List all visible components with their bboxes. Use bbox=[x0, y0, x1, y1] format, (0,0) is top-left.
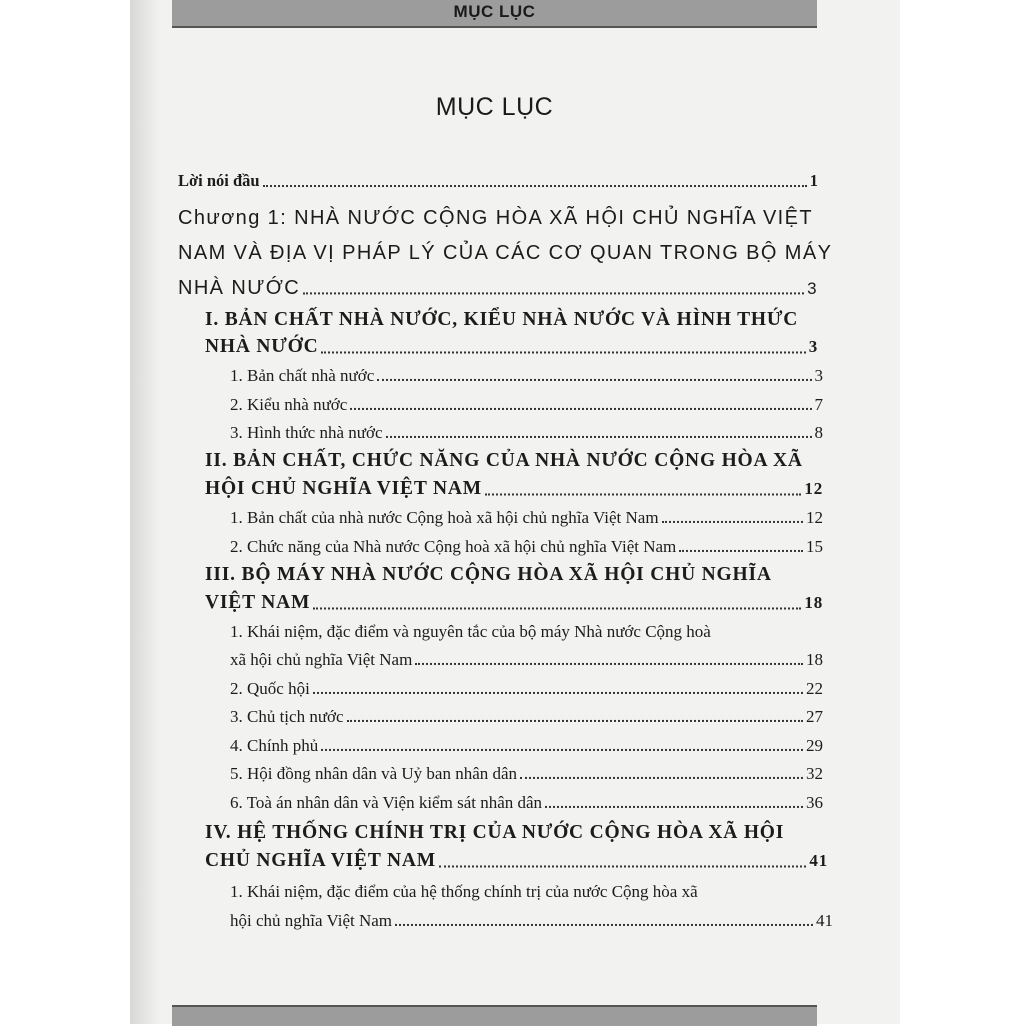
toc-entry-label: 3. Chủ tịch nước bbox=[230, 707, 344, 726]
toc-section4-line2 bbox=[205, 851, 828, 871]
toc-leader-dots bbox=[485, 482, 801, 495]
toc-leader-dots bbox=[321, 740, 803, 751]
toc-page-number: 7 bbox=[814, 395, 823, 414]
toc-section4-line1: IV. HỆ THỐNG CHÍNH TRỊ CỦA NƯỚC CỘNG HÒA XÃ HỘI bbox=[205, 822, 785, 843]
toc-entry-label: xã hội chủ nghĩa Việt Nam bbox=[230, 650, 413, 669]
toc-entry-label: VIỆT NAM bbox=[205, 592, 311, 613]
toc-leader-dots bbox=[313, 683, 803, 694]
toc-page-number: 8 bbox=[814, 423, 823, 442]
toc-page-number: 18 bbox=[806, 650, 823, 669]
toc-entry-label: 2. Kiểu nhà nước bbox=[230, 395, 348, 414]
toc-item-line1: 1. Khái niệm, đặc điểm và nguyên tắc của bộ máy Nhà nước Cộng hoà bbox=[230, 622, 711, 641]
toc-page-number: 3 bbox=[807, 279, 818, 298]
toc-page-number: 18 bbox=[804, 593, 823, 612]
toc-leader-dots bbox=[386, 427, 812, 438]
toc-page-number: 27 bbox=[806, 707, 823, 726]
toc-entry-label: HỘI CHỦ NGHĨA VIỆT NAM bbox=[205, 478, 482, 499]
toc-chapter1-line3 bbox=[178, 278, 818, 298]
toc-page-number: 36 bbox=[806, 793, 823, 812]
toc-item bbox=[230, 367, 823, 384]
toc-section3-line1: III. BỘ MÁY NHÀ NƯỚC CỘNG HÒA XÃ HỘI CHỦ NGHĨA bbox=[205, 564, 772, 585]
toc-item bbox=[230, 651, 823, 668]
toc-entry-label: 6. Toà án nhân dân và Viện kiểm sát nhân dân bbox=[230, 793, 543, 812]
toc-entry-label: 2. Chức năng của Nhà nước Cộng hoà xã hội chủ nghĩa Việt Nam bbox=[230, 537, 677, 556]
toc-leader-dots bbox=[545, 797, 803, 808]
toc-page-number: 12 bbox=[804, 479, 823, 498]
toc-item bbox=[230, 509, 823, 526]
toc-item bbox=[230, 912, 833, 929]
toc-item bbox=[230, 794, 823, 811]
toc-entry-label: 2. Quốc hội bbox=[230, 679, 310, 698]
toc-leader-dots bbox=[679, 541, 803, 552]
toc-leader-dots bbox=[263, 175, 807, 186]
toc-leader-dots bbox=[377, 370, 811, 381]
toc-entry-label: Lời nói đầu bbox=[178, 171, 260, 190]
toc-leader-dots bbox=[415, 654, 803, 665]
toc-entry-label: NHÀ NƯỚC bbox=[178, 277, 301, 299]
toc-item bbox=[230, 708, 823, 725]
toc-leader-dots bbox=[321, 340, 805, 353]
toc-entry-label: CHỦ NGHĨA VIỆT NAM bbox=[205, 850, 436, 871]
toc-entry-label: 1. Bản chất của nhà nước Cộng hoà xã hội chủ nghĩa Việt Nam bbox=[230, 508, 659, 527]
page-title: MỤC LỤC bbox=[435, 93, 554, 121]
toc-item-line1: 1. Khái niệm, đặc điểm của hệ thống chính trị của nước Cộng hòa xã bbox=[230, 882, 698, 901]
toc-entry-label: hội chủ nghĩa Việt Nam bbox=[230, 911, 393, 930]
toc-leader-dots bbox=[350, 399, 811, 410]
running-footer-band bbox=[172, 1005, 817, 1026]
toc-leader-dots bbox=[347, 711, 803, 722]
toc-section2-line2 bbox=[205, 479, 823, 499]
toc-page-number: 29 bbox=[806, 736, 823, 755]
toc-item bbox=[230, 765, 823, 782]
toc-item bbox=[230, 538, 823, 555]
toc-item bbox=[230, 737, 823, 754]
toc-page-number: 41 bbox=[816, 911, 833, 930]
toc-page-number: 41 bbox=[809, 851, 828, 870]
toc-entry-label: 5. Hội đồng nhân dân và Uỷ ban nhân dân bbox=[230, 764, 518, 783]
toc-page-number: 3 bbox=[808, 337, 818, 356]
toc-section2-line1: II. BẢN CHẤT, CHỨC NĂNG CỦA NHÀ NƯỚC CỘNG HÒA XÃ bbox=[205, 450, 803, 471]
toc-page-number: 22 bbox=[806, 679, 823, 698]
toc-leader-dots bbox=[313, 596, 801, 609]
toc-leader-dots bbox=[662, 512, 803, 523]
toc-entry-label: 4. Chính phủ bbox=[230, 736, 319, 755]
toc-section1-line1: I. BẢN CHẤT NHÀ NƯỚC, KIỂU NHÀ NƯỚC VÀ HÌNH THỨC bbox=[205, 309, 799, 330]
toc-section1-line2 bbox=[205, 337, 818, 357]
toc-item bbox=[230, 680, 823, 697]
toc-leader-dots bbox=[303, 281, 804, 294]
page-gutter-shadow bbox=[130, 0, 160, 1024]
toc-leader-dots bbox=[520, 768, 803, 779]
toc-entry-label: NHÀ NƯỚC bbox=[205, 336, 319, 357]
toc-entry-label: 1. Bản chất nhà nước bbox=[230, 366, 375, 385]
toc-page-number: 1 bbox=[809, 171, 818, 190]
running-header-title: MỤC LỤC bbox=[453, 2, 536, 21]
toc-page-number: 32 bbox=[806, 764, 823, 783]
toc-page-number: 3 bbox=[814, 366, 823, 385]
toc-item bbox=[230, 396, 823, 413]
toc-page-number: 15 bbox=[806, 537, 823, 556]
toc-chapter1-line2: NAM VÀ ĐỊA VỊ PHÁP LÝ CỦA CÁC CƠ QUAN TRONG BỘ MÁY bbox=[178, 242, 833, 264]
toc-item bbox=[230, 424, 823, 441]
toc-entry-label: 3. Hình thức nhà nước bbox=[230, 423, 383, 442]
toc-page-number: 12 bbox=[806, 508, 823, 527]
toc-leader-dots bbox=[439, 854, 806, 867]
toc-entry-preface bbox=[178, 173, 818, 190]
toc-section3-line2 bbox=[205, 593, 823, 613]
toc-leader-dots bbox=[395, 915, 813, 926]
toc-chapter1-line1: Chương 1: NHÀ NƯỚC CỘNG HÒA XÃ HỘI CHỦ NGHĨA VIỆT bbox=[178, 207, 813, 229]
